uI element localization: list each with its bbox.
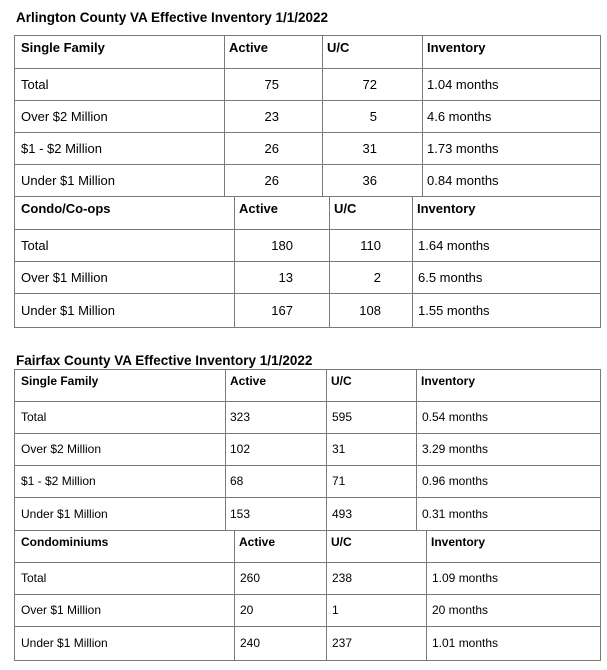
arlington-condo-header-cell: U/C xyxy=(334,201,357,216)
table-row-rule xyxy=(14,100,601,101)
table-row-rule xyxy=(14,35,601,36)
table-row-rule xyxy=(14,293,601,294)
fairfax-single-family-table-cell: Total xyxy=(21,410,47,424)
arlington-condo-table-cell: 180 xyxy=(271,238,293,253)
arlington-condo-table-cell: 108 xyxy=(359,303,381,318)
fairfax-condo-header-cell: Condominiums xyxy=(21,535,109,549)
fairfax-single-family-header-cell: Active xyxy=(230,374,267,388)
fairfax-condo-header-cell: Active xyxy=(239,535,276,549)
arlington-single-family-table-cell: 31 xyxy=(362,141,377,156)
arlington-condo-table-cell: Under $1 Million xyxy=(21,303,115,318)
table-row-rule xyxy=(14,401,601,402)
fairfax-condo-table-cell: Over $1 Million xyxy=(21,603,102,617)
arlington-single-family-table-cell: 1.04 months xyxy=(427,77,499,92)
arlington-condo-table-cell: 1.64 months xyxy=(418,238,490,253)
arlington-single-family-table-cell: Under $1 Million xyxy=(21,173,115,188)
table-column-rule xyxy=(600,369,601,531)
table-row-rule xyxy=(14,369,601,370)
fairfax-single-family-table-cell: 0.54 months xyxy=(422,410,489,424)
table-column-rule xyxy=(234,196,235,328)
table-row-rule xyxy=(14,660,601,661)
table-row-rule xyxy=(14,164,601,165)
fairfax-single-family-header-cell: Single Family xyxy=(21,374,99,388)
fairfax-single-family-header-cell: U/C xyxy=(331,374,352,388)
fairfax-single-family-table-cell: 31 xyxy=(332,442,346,456)
arlington-condo-header-cell: Condo/Co-ops xyxy=(21,201,111,216)
fairfax-single-family-table-cell: 323 xyxy=(230,410,251,424)
arlington-title: Arlington County VA Effective Inventory 1/1/2022 xyxy=(16,10,329,25)
fairfax-condo-header-cell: U/C xyxy=(331,535,352,549)
fairfax-single-family-table-cell: $1 - $2 Million xyxy=(21,474,96,488)
table-column-rule xyxy=(426,530,427,661)
fairfax-condo-table-cell: 20 xyxy=(240,603,254,617)
table-row-rule xyxy=(14,68,601,69)
fairfax-title: Fairfax County VA Effective Inventory 1/1/2022 xyxy=(16,353,313,368)
fairfax-single-family-table-cell: Over $2 Million xyxy=(21,442,102,456)
fairfax-single-family-table-cell: 102 xyxy=(230,442,251,456)
arlington-condo-table-cell: 13 xyxy=(278,270,293,285)
fairfax-single-family-table-cell: 68 xyxy=(230,474,244,488)
arlington-single-family-table-cell: $1 - $2 Million xyxy=(21,141,102,156)
fairfax-single-family-table-cell: 595 xyxy=(332,410,353,424)
fairfax-condo-table-cell: Under $1 Million xyxy=(21,636,108,650)
arlington-single-family-table-cell: Over $2 Million xyxy=(21,109,108,124)
arlington-single-family-table-cell: 72 xyxy=(362,77,377,92)
table-column-rule xyxy=(600,35,601,197)
table-row-rule xyxy=(14,196,601,197)
fairfax-condo-table-cell: 260 xyxy=(240,571,261,585)
table-row-rule xyxy=(14,465,601,466)
table-column-rule xyxy=(326,530,327,661)
fairfax-condo-table-cell: 1.09 months xyxy=(432,571,499,585)
arlington-condo-table-cell: Over $1 Million xyxy=(21,270,108,285)
table-column-rule xyxy=(329,196,330,328)
table-row-rule xyxy=(14,261,601,262)
table-row-rule xyxy=(14,229,601,230)
arlington-single-family-header-cell: Inventory xyxy=(427,40,486,55)
table-row-rule xyxy=(14,497,601,498)
arlington-single-family-table-cell: 4.6 months xyxy=(427,109,492,124)
table-column-rule xyxy=(322,35,323,197)
fairfax-condo-table-cell: 1 xyxy=(332,603,339,617)
fairfax-single-family-table-cell: 71 xyxy=(332,474,346,488)
arlington-condo-header-cell: Inventory xyxy=(417,201,476,216)
table-row-rule xyxy=(14,562,601,563)
table-row-rule xyxy=(14,626,601,627)
table-column-rule xyxy=(412,196,413,328)
arlington-condo-table-cell: 6.5 months xyxy=(418,270,483,285)
table-column-rule xyxy=(14,369,15,531)
arlington-condo-table-cell: 110 xyxy=(360,238,381,253)
arlington-single-family-table-cell: 23 xyxy=(264,109,279,124)
arlington-single-family-table-cell: 26 xyxy=(264,173,279,188)
arlington-condo-table-cell: 167 xyxy=(271,303,293,318)
table-column-rule xyxy=(234,530,235,661)
arlington-single-family-table-cell: 26 xyxy=(264,141,279,156)
fairfax-condo-table-cell: 237 xyxy=(332,636,353,650)
table-column-rule xyxy=(14,530,15,661)
table-row-rule xyxy=(14,530,601,531)
arlington-condo-table-cell: 1.55 months xyxy=(418,303,490,318)
arlington-condo-table-cell: 2 xyxy=(373,270,381,285)
table-column-rule xyxy=(14,35,15,197)
arlington-single-family-table-cell: 0.84 months xyxy=(427,173,499,188)
table-column-rule xyxy=(422,35,423,197)
table-column-rule xyxy=(416,369,417,531)
fairfax-single-family-table-cell: 3.29 months xyxy=(422,442,489,456)
table-column-rule xyxy=(326,369,327,531)
table-column-rule xyxy=(225,369,226,531)
arlington-single-family-table-cell: 1.73 months xyxy=(427,141,499,156)
fairfax-condo-table-cell: 20 months xyxy=(432,603,489,617)
fairfax-single-family-header-cell: Inventory xyxy=(421,374,476,388)
table-column-rule xyxy=(224,35,225,197)
table-column-rule xyxy=(600,530,601,661)
table-column-rule xyxy=(14,196,15,328)
fairfax-single-family-table-cell: 0.96 months xyxy=(422,474,489,488)
table-row-rule xyxy=(14,132,601,133)
arlington-single-family-header-cell: Active xyxy=(229,40,269,55)
table-row-rule xyxy=(14,327,601,328)
fairfax-single-family-table-cell: 0.31 months xyxy=(422,507,489,521)
arlington-single-family-table-cell: Total xyxy=(21,77,49,92)
fairfax-condo-table-cell: 1.01 months xyxy=(432,636,499,650)
fairfax-condo-header-cell: Inventory xyxy=(431,535,486,549)
arlington-single-family-header-cell: U/C xyxy=(327,40,350,55)
fairfax-single-family-table-cell: Under $1 Million xyxy=(21,507,108,521)
arlington-single-family-table-cell: 5 xyxy=(369,109,377,124)
fairfax-condo-table-cell: Total xyxy=(21,571,47,585)
arlington-single-family-header-cell: Single Family xyxy=(21,40,105,55)
table-row-rule xyxy=(14,433,601,434)
arlington-single-family-table-cell: 36 xyxy=(362,173,377,188)
fairfax-condo-table-cell: 238 xyxy=(332,571,353,585)
fairfax-single-family-table-cell: 153 xyxy=(230,507,251,521)
fairfax-condo-table-cell: 240 xyxy=(240,636,261,650)
fairfax-single-family-table-cell: 493 xyxy=(332,507,353,521)
arlington-condo-header-cell: Active xyxy=(239,201,279,216)
table-column-rule xyxy=(600,196,601,328)
arlington-condo-table-cell: Total xyxy=(21,238,49,253)
table-row-rule xyxy=(14,594,601,595)
arlington-single-family-table-cell: 75 xyxy=(264,77,279,92)
